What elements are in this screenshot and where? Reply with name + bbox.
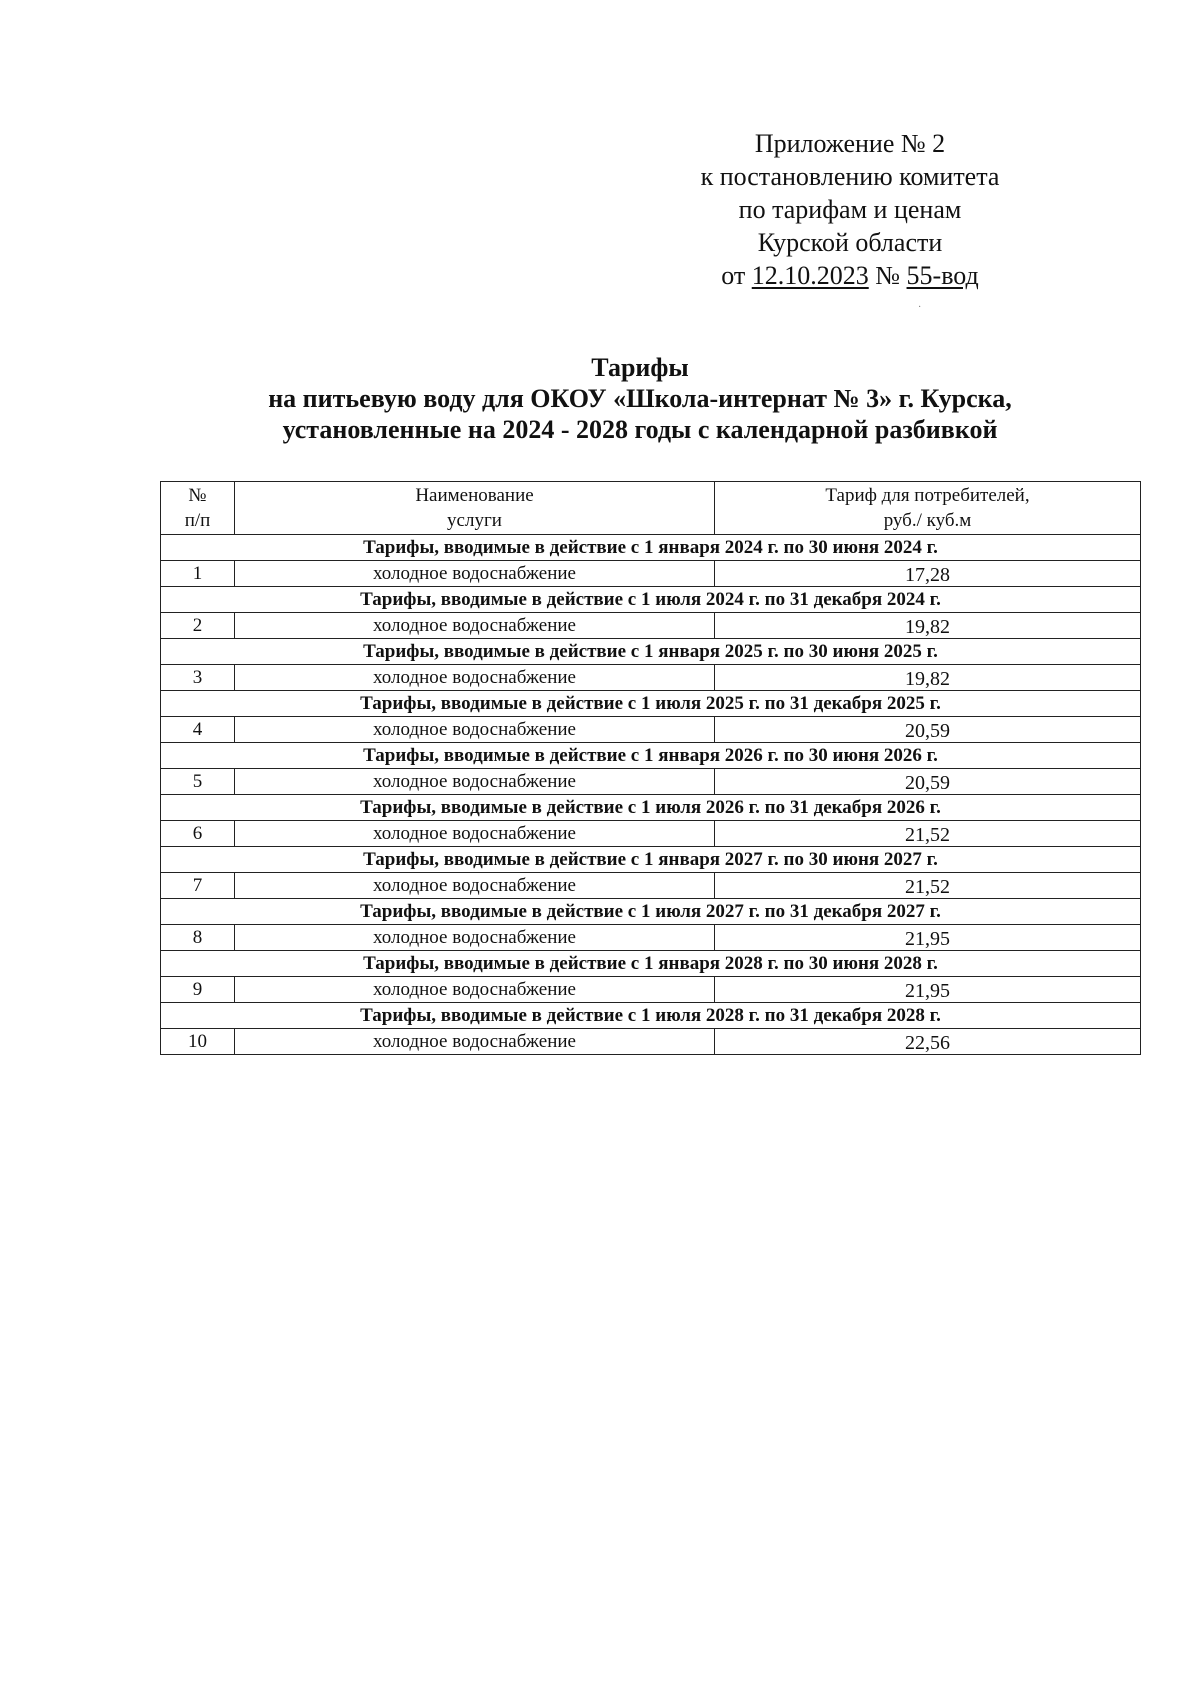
tariffs-table-body: [161, 482, 1141, 1055]
period-label: Тарифы, вводимые в действие с 1 июля 2024 г. по 31 декабря 2024 г.: [161, 587, 1141, 613]
tariff-value: 19,82: [715, 665, 1141, 691]
header-tariff: Тариф для потребителей, руб./ куб.м: [715, 482, 1141, 535]
period-label: Тарифы, вводимые в действие с 1 января 2027 г. по 30 июня 2027 г.: [161, 847, 1141, 873]
appendix-line-2: к постановлению комитета: [700, 162, 1000, 191]
appendix-line-3: по тарифам и ценам: [738, 195, 962, 224]
service-name: холодное водоснабжение: [235, 873, 715, 899]
tariffs-table: [160, 481, 1141, 1055]
row-number: 6: [161, 821, 235, 847]
period-label: Тарифы, вводимые в действие с 1 июля 2026 г. по 31 декабря 2026 г.: [161, 795, 1141, 821]
service-name: холодное водоснабжение: [235, 977, 715, 1003]
table-row: [161, 821, 1141, 847]
period-row: [161, 587, 1141, 613]
period-row: [161, 691, 1141, 717]
row-number: 4: [161, 717, 235, 743]
tariff-value: 21,95: [715, 925, 1141, 951]
row-number: 8: [161, 925, 235, 951]
row-number: 7: [161, 873, 235, 899]
service-name: холодное водоснабжение: [235, 717, 715, 743]
title-line-2: на питьевую воду для ОКОУ «Школа-интернат № 3» г. Курска,: [268, 384, 1012, 413]
tariff-value: 20,59: [715, 717, 1141, 743]
table-row: [161, 1029, 1141, 1055]
period-row: [161, 1003, 1141, 1029]
row-number: 9: [161, 977, 235, 1003]
title-line-1: Тарифы: [591, 353, 689, 382]
period-row: [161, 847, 1141, 873]
period-row: [161, 951, 1141, 977]
resolution-number: 55-вод: [906, 261, 979, 290]
title-line-3: установленные на 2024 - 2028 годы с календарной разбивкой: [282, 415, 998, 444]
table-row: [161, 717, 1141, 743]
period-row: [161, 899, 1141, 925]
period-row: [161, 535, 1141, 561]
tariff-value: 20,59: [715, 769, 1141, 795]
row-number: 10: [161, 1029, 235, 1055]
tariff-value: 22,56: [715, 1029, 1141, 1055]
number-prefix: №: [868, 261, 907, 290]
resolution-date: 12.10.2023: [751, 261, 869, 290]
header-num: № п/п: [161, 482, 235, 535]
tariff-value: 21,52: [715, 873, 1141, 899]
date-prefix: от: [721, 261, 752, 290]
table-row: [161, 665, 1141, 691]
tariff-value: 21,95: [715, 977, 1141, 1003]
appendix-block: [640, 127, 1060, 292]
row-number: 5: [161, 769, 235, 795]
row-number: 2: [161, 613, 235, 639]
table-row: [161, 561, 1141, 587]
service-name: холодное водоснабжение: [235, 769, 715, 795]
table-row: [161, 873, 1141, 899]
appendix-line-4: Курской области: [757, 228, 943, 257]
period-label: Тарифы, вводимые в действие с 1 января 2025 г. по 30 июня 2025 г.: [161, 639, 1141, 665]
row-number: 1: [161, 561, 235, 587]
appendix-line-1: Приложение № 2: [754, 129, 946, 158]
header-service: Наименование услуги: [235, 482, 715, 535]
service-name: холодное водоснабжение: [235, 561, 715, 587]
service-name: холодное водоснабжение: [235, 665, 715, 691]
service-name: холодное водоснабжение: [235, 925, 715, 951]
table-row: [161, 769, 1141, 795]
row-number: 3: [161, 665, 235, 691]
period-row: [161, 795, 1141, 821]
tariff-value: 19,82: [715, 613, 1141, 639]
period-label: Тарифы, вводимые в действие с 1 января 2024 г. по 30 июня 2024 г.: [161, 535, 1141, 561]
period-row: [161, 743, 1141, 769]
scan-speck: ·: [918, 302, 922, 313]
document-title: [160, 352, 1120, 445]
tariff-value: 21,52: [715, 821, 1141, 847]
table-row: [161, 613, 1141, 639]
period-label: Тарифы, вводимые в действие с 1 июля 2027 г. по 31 декабря 2027 г.: [161, 899, 1141, 925]
tariff-value: 17,28: [715, 561, 1141, 587]
period-label: Тарифы, вводимые в действие с 1 июля 2025 г. по 31 декабря 2025 г.: [161, 691, 1141, 717]
service-name: холодное водоснабжение: [235, 613, 715, 639]
table-row: [161, 925, 1141, 951]
table-header-row: [161, 482, 1141, 535]
service-name: холодное водоснабжение: [235, 821, 715, 847]
appendix-date-line: [640, 259, 1060, 292]
period-row: [161, 639, 1141, 665]
period-label: Тарифы, вводимые в действие с 1 января 2028 г. по 30 июня 2028 г.: [161, 951, 1141, 977]
period-label: Тарифы, вводимые в действие с 1 января 2026 г. по 30 июня 2026 г.: [161, 743, 1141, 769]
period-label: Тарифы, вводимые в действие с 1 июля 2028 г. по 31 декабря 2028 г.: [161, 1003, 1141, 1029]
table-row: [161, 977, 1141, 1003]
service-name: холодное водоснабжение: [235, 1029, 715, 1055]
